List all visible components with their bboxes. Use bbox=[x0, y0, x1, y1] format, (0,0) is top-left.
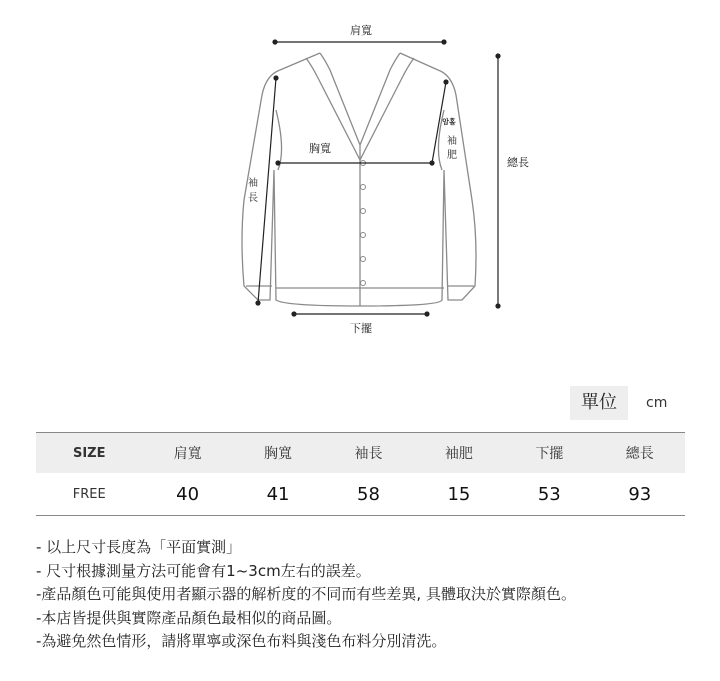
cell-sleeve-width: 15 bbox=[414, 473, 504, 516]
header-total-length: 總長 bbox=[595, 433, 685, 474]
cell-total-length: 93 bbox=[595, 473, 685, 516]
cell-sleeve-length: 58 bbox=[323, 473, 413, 516]
cell-size: FREE bbox=[36, 473, 142, 516]
header-hem: 下擺 bbox=[504, 433, 594, 474]
button-6 bbox=[361, 281, 366, 286]
header-chest: 胸寬 bbox=[233, 433, 323, 474]
chest-label: 胸寬 bbox=[309, 142, 331, 155]
button-2 bbox=[361, 185, 366, 190]
sleeve-width-label-1: 袖 bbox=[447, 136, 457, 147]
header-sleeve-width: 袖肥 bbox=[414, 433, 504, 474]
size-table bbox=[36, 432, 685, 516]
sleeve-width-label-2: 肥 bbox=[447, 150, 457, 161]
cardigan-outline bbox=[242, 53, 476, 306]
header-sleeve-length: 袖長 bbox=[323, 433, 413, 474]
header-size: SIZE bbox=[36, 433, 142, 474]
table-header-row bbox=[36, 433, 685, 474]
note-3: -產品顏色可能與使用者顯示器的解析度的不同而有些差異, 具體取決於實際顏色。 bbox=[36, 585, 576, 603]
unit-row bbox=[0, 386, 720, 420]
note-4: -本店皆提供與實際產品顏色最相似的商品圖。 bbox=[36, 608, 342, 627]
cardigan-buttons bbox=[361, 161, 366, 286]
unit-value: cm bbox=[646, 395, 668, 411]
hem-label: 下擺 bbox=[350, 322, 372, 335]
cell-chest: 41 bbox=[233, 473, 323, 516]
notes bbox=[36, 536, 716, 654]
button-4 bbox=[361, 233, 366, 238]
shoulder-label: 肩寬 bbox=[350, 24, 372, 37]
note-5: -為避免然色情形，請將單寧或深色布料與淺色布料分別清洗。 bbox=[36, 632, 447, 650]
table-row bbox=[36, 473, 685, 516]
button-5 bbox=[361, 257, 366, 262]
header-shoulder: 肩寬 bbox=[142, 433, 232, 474]
sleeve-width-small-label: 암홀 bbox=[442, 118, 456, 126]
sleeve-length-label-1: 袖 bbox=[248, 178, 258, 189]
button-3 bbox=[361, 209, 366, 214]
sleeve-length-label-2: 長 bbox=[248, 193, 258, 204]
note-1: - 以上尺寸長度為「平面實測」 bbox=[36, 538, 242, 556]
unit-label: 單位 bbox=[570, 386, 628, 420]
cell-shoulder: 40 bbox=[142, 473, 232, 516]
note-2: - 尺寸根據測量方法可能會有1~3cm左右的誤差。 bbox=[36, 561, 371, 580]
cell-hem: 53 bbox=[504, 473, 594, 516]
total-length-label: 總長 bbox=[507, 156, 529, 169]
